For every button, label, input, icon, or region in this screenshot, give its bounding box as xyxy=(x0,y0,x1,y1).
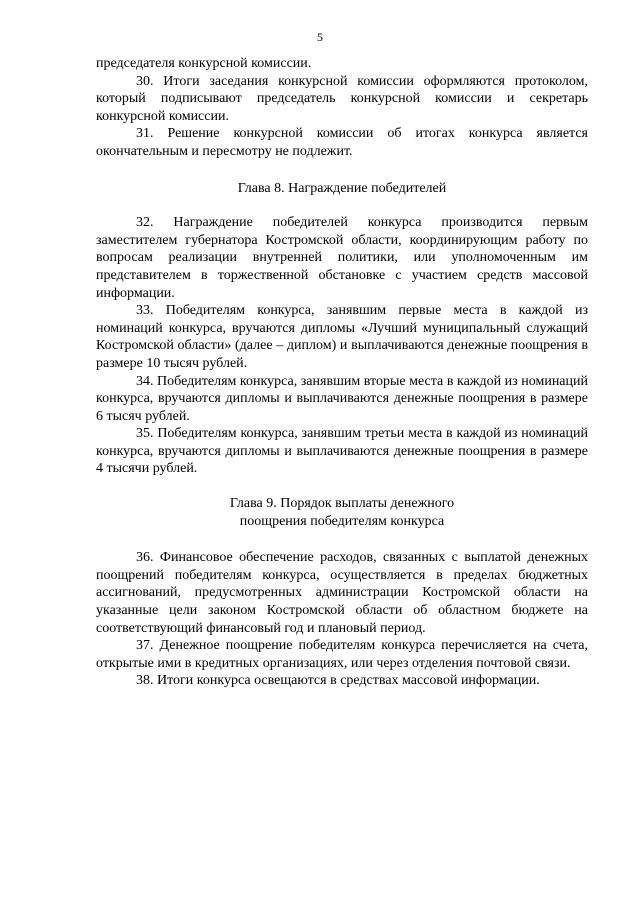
paragraph-32: 32. Награждение победителей конкурса производится первым заместителем губернатора Костромской области, координирующим работу по вопросам реализации внутренней политики, или уполномоченным им представителем в торжественной обстановке с участием средств массовой информации. xyxy=(96,215,588,301)
paragraph-38: 38. Итоги конкурса освещаются в средствах массовой информации. xyxy=(136,673,540,689)
paragraph-35: 35. Победителям конкурса, занявшим третьи места в каждой из номинаций конкурса, вручаются дипломы и выплачиваются денежные поощрения в размере 4 тысячи рублей. xyxy=(96,426,588,477)
paragraph-continuation: председателя конкурсной комиссии. xyxy=(96,56,312,71)
paragraph-30: 30. Итоги заседания конкурсной комиссии оформляются протоколом, который подписывают председатель конкурсной комиссии и секретарь конкурсной комиссии. xyxy=(96,73,588,124)
paragraph-36: 36. Финансовое обеспечение расходов, связанных с выплатой денежных поощрений победителям конкурса, осуществляется в пределах бюджетных ассигнований, предусмотренных администрации Костромской области на указанные цели законом Костромской области об областном бюджете на соответствующий финансовый год и плановый период. xyxy=(96,550,588,636)
chapter-8-heading: Глава 8. Награждение победителей xyxy=(237,180,447,196)
chapter-9-heading xyxy=(96,495,588,530)
page-number: 5 xyxy=(317,30,323,44)
paragraph-37: 37. Денежное поощрение победителям конкурса перечисляется на счета, открытые ими в кредитных организациях, или через отделения почтовой связи. xyxy=(96,638,588,671)
paragraph-33: 33. Победителям конкурса, занявшим первые места в каждой из номинаций конкурса, вручаются дипломы «Лучший муниципальный служащий Костромской области» (далее – диплом) и выплачиваются денежные поощрения в размере 10 тысяч рублей. xyxy=(96,303,588,371)
document-body xyxy=(96,55,588,690)
chapter-9-heading-line-1: Глава 9. Порядок выплаты денежного xyxy=(229,496,455,512)
chapter-9-heading-line-2: поощрения победителям конкурса xyxy=(239,513,445,529)
paragraph-31: 31. Решение конкурсной комиссии об итогах конкурса является окончательным и пересмотру не подлежит. xyxy=(96,126,588,159)
paragraph-34: 34. Победителям конкурса, занявшим вторые места в каждой из номинаций конкурса, вручаются дипломы и выплачиваются денежные поощрения в размере 6 тысяч рублей. xyxy=(96,373,588,424)
